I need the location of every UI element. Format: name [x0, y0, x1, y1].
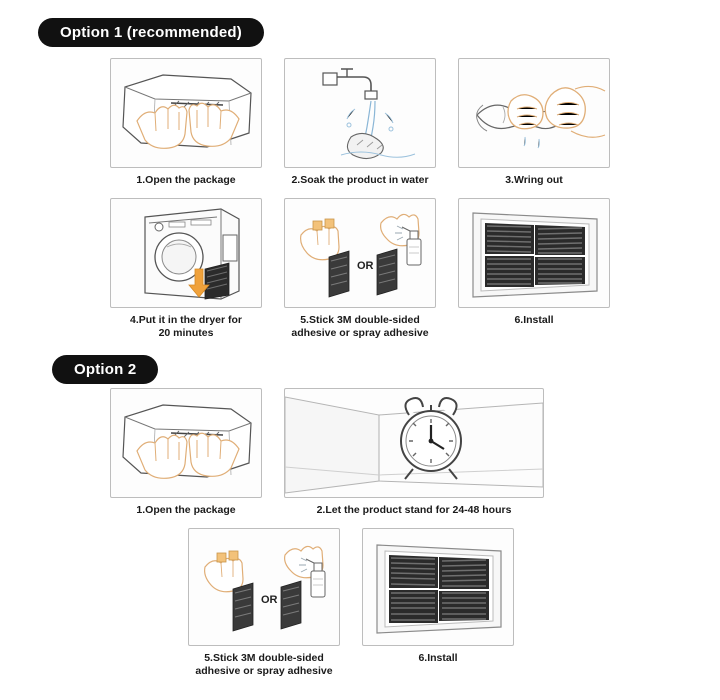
step-card — [458, 58, 610, 187]
option2-step-row-2 — [188, 528, 514, 678]
hands-opening-package-icon — [110, 58, 262, 168]
step-caption: 2.Let the product stand for 24-48 hours — [316, 504, 512, 516]
step-caption: 1.Open the package — [136, 504, 236, 516]
step-caption: 5.Stick 3M double-sided adhesive or spray adhesive — [291, 314, 429, 339]
step-caption: 5.Stick 3M double-sided adhesive or spray adhesive — [195, 652, 333, 677]
adhesive-or-spray-icon — [188, 528, 340, 646]
step-card — [188, 528, 340, 678]
adhesive-or-spray-icon — [284, 198, 436, 308]
hands-opening-package-icon — [110, 388, 262, 498]
step-card — [110, 58, 262, 187]
step-card — [362, 528, 514, 678]
step-card — [458, 198, 610, 340]
section-badge-label: Option 1 (recommended) — [38, 18, 264, 47]
faucet-water-icon — [284, 58, 436, 168]
step-card — [110, 198, 262, 340]
option2-step-row-1 — [110, 388, 544, 517]
section-badge-label: Option 2 — [52, 355, 158, 384]
alarm-clock-room-icon — [284, 388, 544, 498]
step-caption: 3.Wring out — [505, 174, 563, 186]
wall-panel-install-icon — [362, 528, 514, 646]
step-caption: 2.Soak the product in water — [291, 174, 429, 186]
step-card — [284, 388, 544, 517]
option1-step-row-2 — [110, 198, 610, 340]
step-caption: 1.Open the package — [136, 174, 236, 186]
wall-panel-install-icon — [458, 198, 610, 308]
section-badge-option-1 — [38, 18, 264, 47]
step-card — [284, 58, 436, 187]
section-badge-option-2 — [52, 355, 158, 384]
svg-text:OR: OR — [261, 594, 278, 606]
step-card — [284, 198, 436, 340]
step-caption: 6.Install — [418, 652, 458, 664]
svg-text:OR: OR — [357, 260, 374, 272]
step-caption: 6.Install — [514, 314, 554, 326]
step-card — [110, 388, 262, 517]
hands-wringing-icon — [458, 58, 610, 168]
option1-step-row-1 — [110, 58, 610, 187]
dryer-machine-icon — [110, 198, 262, 308]
step-caption: 4.Put it in the dryer for 20 minutes — [129, 314, 242, 339]
